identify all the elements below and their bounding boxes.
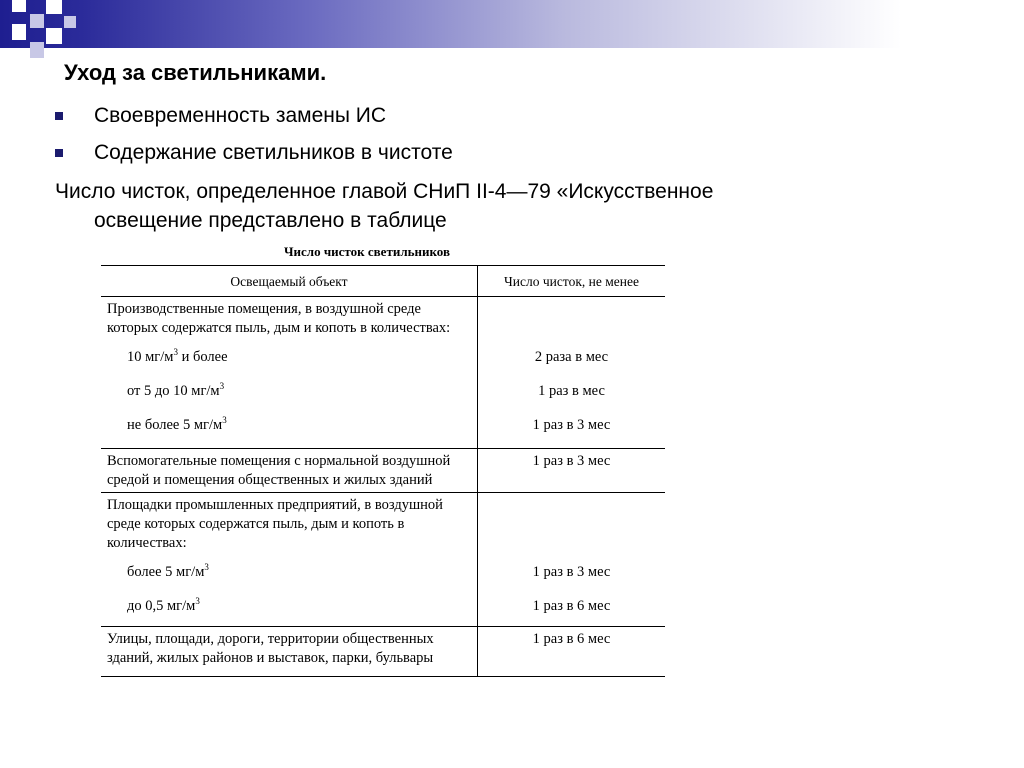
bullet-square-icon xyxy=(55,112,63,120)
table-subrow xyxy=(101,382,665,416)
table-cell xyxy=(101,597,478,627)
table-header-row xyxy=(101,266,665,297)
table-row xyxy=(101,492,665,563)
table-cell xyxy=(101,416,478,448)
table-cell xyxy=(101,297,478,349)
slide-title: Уход за светильниками. xyxy=(64,60,327,85)
table-cell xyxy=(478,448,666,492)
table-row xyxy=(101,297,665,349)
table-caption: Число чисток светильников xyxy=(284,244,450,259)
table-cell: 1 раз в 6 мес xyxy=(478,597,666,627)
table-cell: 1 раз в 3 мес xyxy=(532,563,611,580)
header-gradient-bar xyxy=(0,0,1024,48)
table-cell xyxy=(478,627,666,677)
decor-square xyxy=(46,0,62,14)
subrow-label: до 0,5 $мг/м^3$ xyxy=(127,595,200,614)
subrow-label: от 5 до 10 $мг/м^3$ xyxy=(127,381,225,399)
table-cell xyxy=(101,492,478,563)
row-description: Улицы, площади, дороги, территории общественных зданий, жилых районов и выставок, парки, бульвары xyxy=(107,631,434,666)
table-cell: 1 раз в 3 мес xyxy=(478,416,666,448)
table-cell xyxy=(101,563,478,597)
bullet-text: Содержание светильников в чистоте xyxy=(94,141,453,164)
table-subrow xyxy=(101,597,665,627)
cleaning-table xyxy=(101,265,665,677)
column-header: Число чисток, не менее xyxy=(478,266,666,297)
subrow-label: более 5 $мг/м^3$ xyxy=(127,561,209,580)
subrow-label: не более 5 $мг/м^3$ xyxy=(127,415,227,433)
decor-square xyxy=(64,16,76,28)
table-cell xyxy=(478,492,666,563)
body-paragraph xyxy=(55,177,885,235)
table-subrow xyxy=(101,348,665,382)
table-cell xyxy=(101,627,478,677)
row-description: Площадки промышленных предприятий, в воздушной среде которых содержатся пыль, дым и копоть в количествах: xyxy=(107,496,443,551)
table-subrow xyxy=(101,416,665,448)
paragraph-line: Число чисток, определенное главой СНиП II-4—79 «Искусственное xyxy=(55,180,714,203)
row-value: 1 раз в 6 мес xyxy=(532,631,611,647)
bullet-square-icon xyxy=(55,149,63,157)
paragraph-line: освещение представлено в таблице xyxy=(94,209,447,232)
decor-square xyxy=(46,28,62,44)
table-cell xyxy=(478,297,666,349)
table-row xyxy=(101,627,665,677)
table-subrow xyxy=(101,563,665,597)
column-header: Освещаемый объект xyxy=(101,266,478,297)
table-cell: 2 раза в мес xyxy=(534,349,609,365)
decor-square xyxy=(12,24,26,40)
table-cell xyxy=(101,382,478,416)
decor-square xyxy=(12,0,26,12)
table-cell: 1 раз в мес xyxy=(538,383,605,399)
table-cell xyxy=(101,348,478,382)
bullet-text: Своевременность замены ИС xyxy=(94,104,387,127)
row-description: Вспомогательные помещения с нормальной воздушной средой и помещения общественных и жилых зданий xyxy=(107,452,451,488)
table-cell xyxy=(101,448,478,492)
decor-square xyxy=(30,14,44,28)
row-description: Производственные помещения, в воздушной среде которых содержатся пыль, дым и копоть в количествах: xyxy=(107,301,451,336)
decor-square xyxy=(30,42,44,58)
table-row xyxy=(101,448,665,492)
subrow-label: 10 $мг/м^3$ и более xyxy=(127,347,228,365)
row-value: 1 раз в 3 мес xyxy=(532,452,611,469)
